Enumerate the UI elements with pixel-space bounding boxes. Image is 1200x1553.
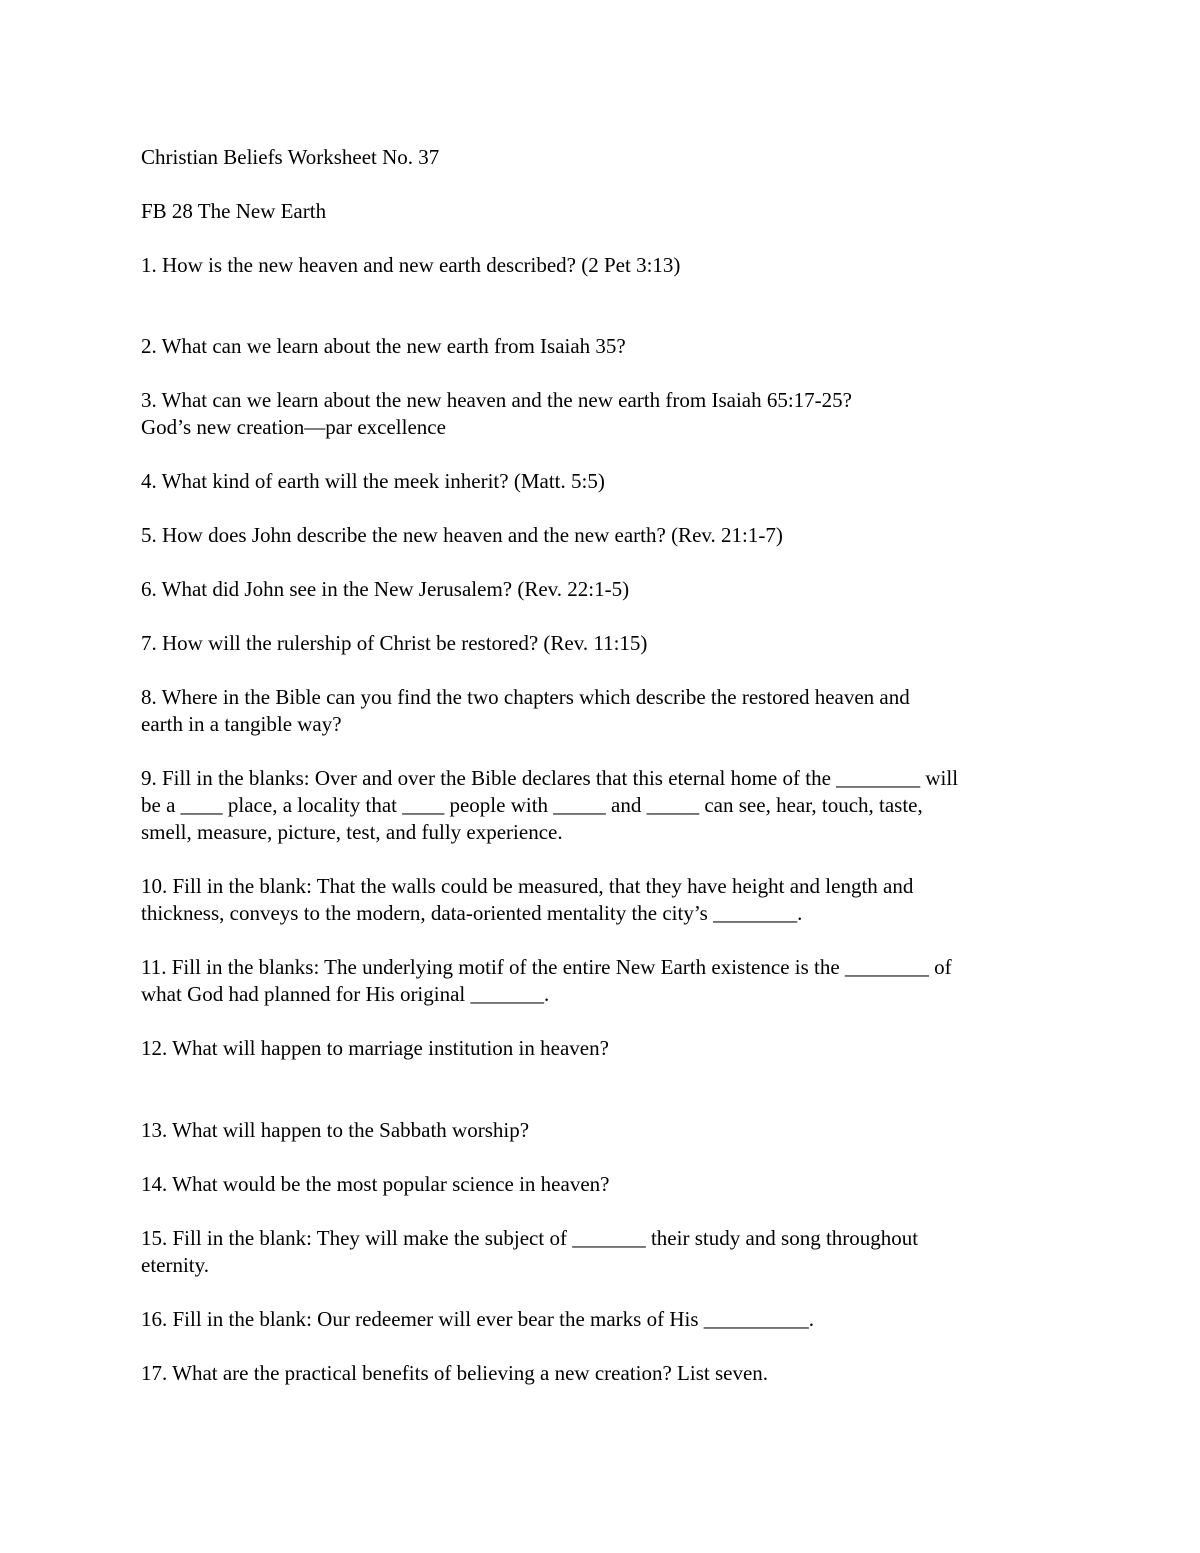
question-15-line-2: eternity. xyxy=(141,1253,210,1277)
question-10-line-1: 10. Fill in the blank: That the walls could be measured, that they have height and length and xyxy=(141,874,914,898)
question-3: 3. What can we learn about the new heaven and the new earth from Isaiah 65:17-25? xyxy=(141,388,852,412)
worksheet-subtitle: FB 28 The New Earth xyxy=(141,199,327,223)
question-2: 2. What can we learn about the new earth from Isaiah 35? xyxy=(141,334,626,358)
question-7: 7. How will the rulership of Christ be restored? (Rev. 11:15) xyxy=(141,631,648,655)
question-11-line-1: 11. Fill in the blanks: The underlying motif of the entire New Earth existence is the ________ of xyxy=(141,955,952,979)
question-10-line-2: thickness, conveys to the modern, data-oriented mentality the city’s ________. xyxy=(141,901,803,925)
question-1: 1. How is the new heaven and new earth described? (2 Pet 3:13) xyxy=(141,253,681,277)
question-11-line-2: what God had planned for His original _______. xyxy=(141,982,550,1006)
question-13: 13. What will happen to the Sabbath worship? xyxy=(141,1118,530,1142)
question-4: 4. What kind of earth will the meek inherit? (Matt. 5:5) xyxy=(141,469,605,493)
question-9-line-2: be a ____ place, a locality that ____ people with _____ and _____ can see, hear, touch, taste, xyxy=(141,793,923,817)
question-14: 14. What would be the most popular science in heaven? xyxy=(141,1172,610,1196)
question-12: 12. What will happen to marriage institution in heaven? xyxy=(141,1036,609,1060)
question-15-line-1: 15. Fill in the blank: They will make the subject of _______ their study and song throughout xyxy=(141,1226,919,1250)
question-5: 5. How does John describe the new heaven and the new earth? (Rev. 21:1-7) xyxy=(141,523,783,547)
question-6: 6. What did John see in the New Jerusalem? (Rev. 22:1-5) xyxy=(141,577,630,601)
worksheet-title: Christian Beliefs Worksheet No. 37 xyxy=(141,145,440,169)
question-8-line-1: 8. Where in the Bible can you find the two chapters which describe the restored heaven and xyxy=(141,685,910,709)
question-9-line-3: smell, measure, picture, test, and fully experience. xyxy=(141,820,563,844)
question-16: 16. Fill in the blank: Our redeemer will ever bear the marks of His __________. xyxy=(141,1307,815,1331)
question-17: 17. What are the practical benefits of believing a new creation? List seven. xyxy=(141,1361,769,1385)
question-9-line-1: 9. Fill in the blanks: Over and over the Bible declares that this eternal home of the ________ will xyxy=(141,766,959,790)
question-8-line-2: earth in a tangible way? xyxy=(141,712,342,736)
question-3-note: God’s new creation—par excellence xyxy=(141,415,446,439)
